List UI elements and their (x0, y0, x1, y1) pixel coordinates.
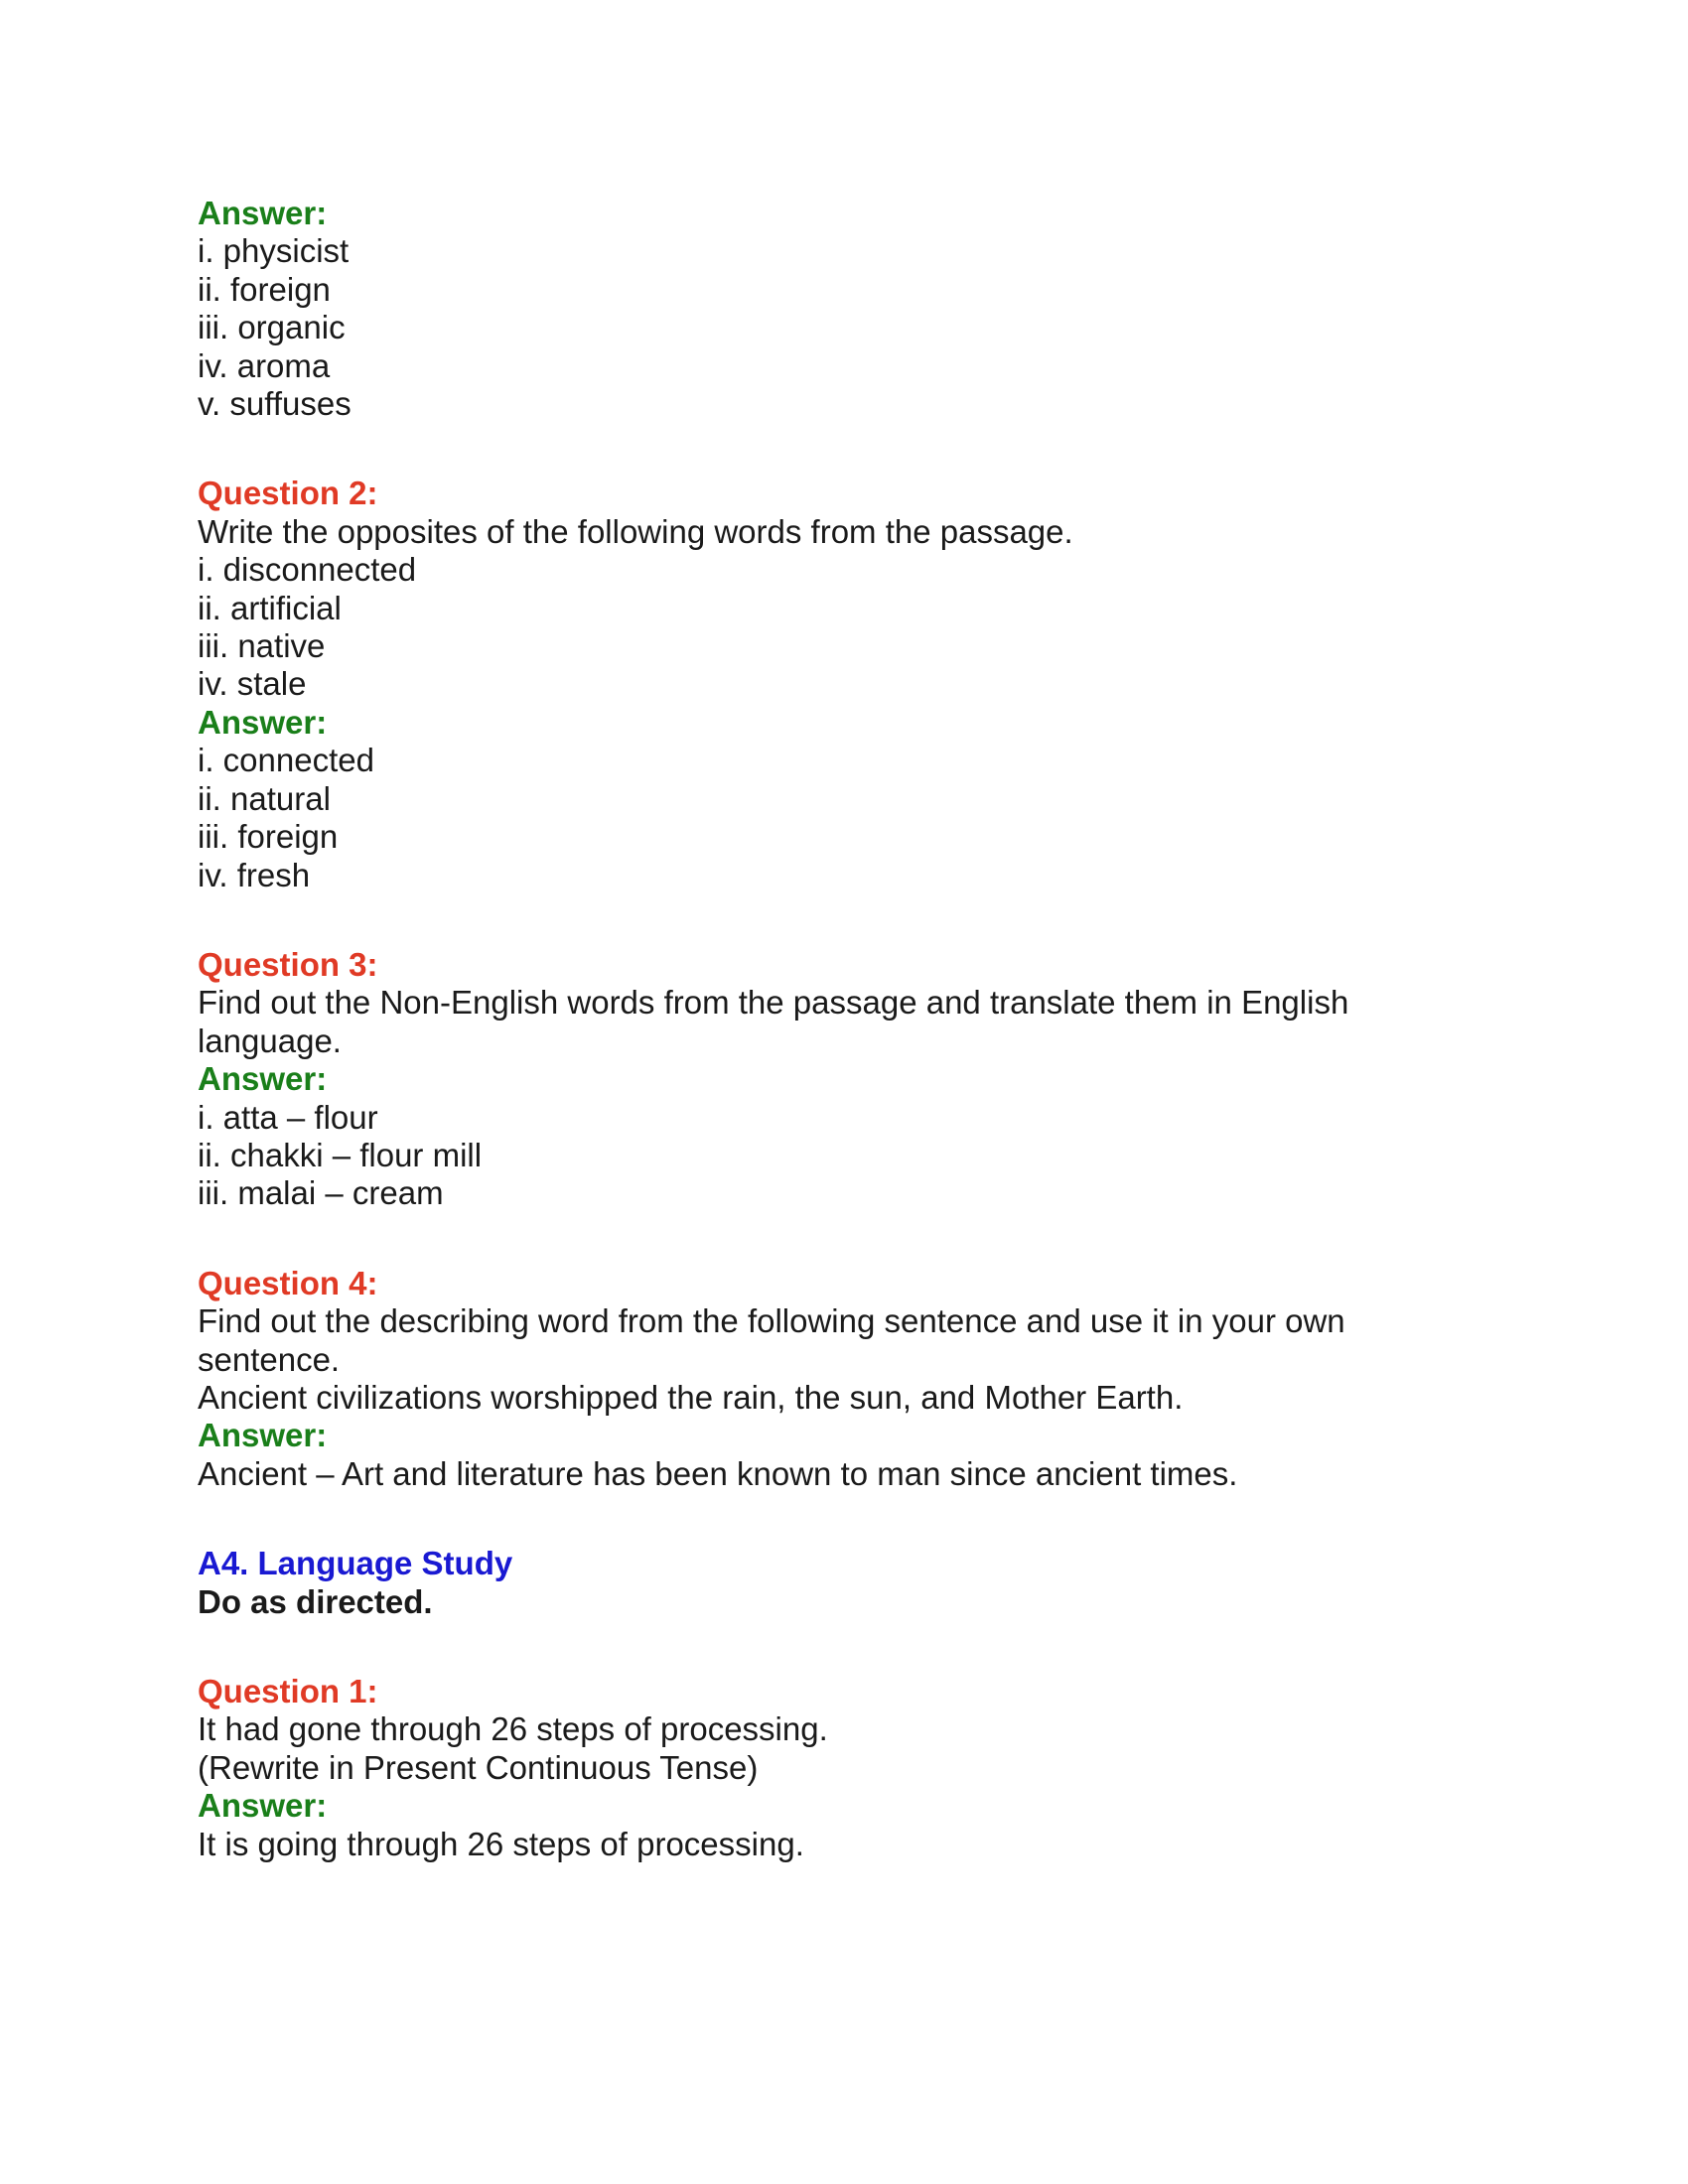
question-4-block (198, 1265, 1488, 1493)
answer-label: Answer: (198, 1787, 328, 1825)
question-instruction: (Rewrite in Present Continuous Tense) (198, 1748, 759, 1786)
question-label: Question 4: (198, 1264, 378, 1301)
answer-item: i. atta – flour (198, 1098, 378, 1136)
answer-text: Ancient – Art and literature has been known to man since ancient times. (198, 1454, 1238, 1492)
question-sentence: Ancient civilizations worshipped the rain, the sun, and Mother Earth. (198, 1378, 1184, 1416)
answer-item: iv. fresh (198, 856, 311, 893)
question-prompt-continued: language. (198, 1022, 342, 1059)
answer-item: iv. aroma (198, 346, 331, 384)
language-question-1-block (198, 1673, 1488, 1863)
question-3-block (198, 946, 1488, 1213)
document-page (198, 195, 1488, 1863)
answer-label: Answer: (198, 703, 328, 741)
section-heading: A4. Language Study (198, 1545, 513, 1582)
answer-label: Answer: (198, 1417, 328, 1454)
question-item: iv. stale (198, 665, 307, 703)
question-prompt: Find out the describing word from the following sentence and use it in your own (198, 1302, 1345, 1340)
answer-label: Answer: (198, 195, 328, 231)
section-directive: Do as directed. (198, 1582, 433, 1620)
answer-item: iii. foreign (198, 818, 339, 856)
answer-item: ii. natural (198, 779, 331, 817)
answer-item: iii. organic (198, 309, 346, 346)
answer-item: i. connected (198, 742, 374, 779)
answer-item: v. suffuses (198, 385, 352, 423)
question-prompt: It had gone through 26 steps of processing. (198, 1710, 828, 1748)
question-label: Question 2: (198, 475, 378, 512)
question-item: ii. artificial (198, 589, 342, 626)
language-study-section (198, 1545, 1488, 1621)
answer-label: Answer: (198, 1060, 328, 1098)
question-label: Question 1: (198, 1673, 378, 1709)
answer-item: ii. chakki – flour mill (198, 1136, 483, 1173)
question-item: iii. native (198, 627, 326, 665)
answer-block-1 (198, 195, 1488, 423)
question-label: Question 3: (198, 945, 378, 983)
question-prompt: Write the opposites of the following words from the passage. (198, 512, 1073, 550)
question-2-block (198, 475, 1488, 893)
question-prompt: Find out the Non-English words from the passage and translate them in English (198, 984, 1349, 1022)
question-item: i. disconnected (198, 551, 417, 589)
answer-item: ii. foreign (198, 270, 331, 308)
answer-item: i. physicist (198, 232, 350, 270)
answer-text: It is going through 26 steps of processing. (198, 1825, 804, 1862)
answer-item: iii. malai – cream (198, 1174, 444, 1212)
question-prompt-continued: sentence. (198, 1340, 341, 1378)
